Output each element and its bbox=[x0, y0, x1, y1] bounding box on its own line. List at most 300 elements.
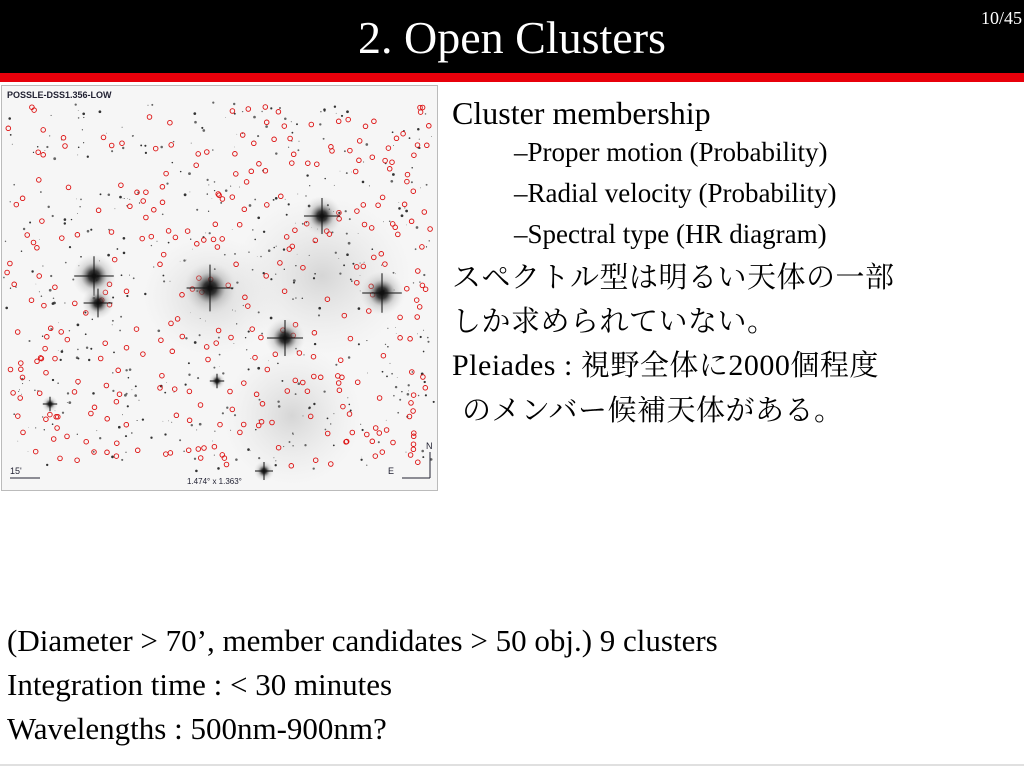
faint-star bbox=[123, 252, 126, 255]
member-candidate-marker bbox=[416, 460, 421, 465]
faint-star bbox=[346, 172, 348, 174]
faint-star bbox=[194, 458, 196, 460]
faint-star bbox=[234, 414, 236, 416]
member-candidate-marker bbox=[5, 270, 10, 275]
member-candidate-marker bbox=[58, 456, 63, 461]
faint-star bbox=[325, 429, 327, 431]
faint-star bbox=[395, 386, 397, 388]
faint-star bbox=[382, 371, 384, 373]
member-candidate-marker bbox=[11, 391, 16, 396]
faint-star bbox=[82, 112, 85, 115]
member-candidate-marker bbox=[37, 178, 42, 183]
member-candidate-marker bbox=[31, 240, 36, 245]
member-candidate-marker bbox=[53, 285, 58, 290]
member-candidate-marker bbox=[37, 274, 42, 279]
faint-star bbox=[50, 275, 52, 277]
member-candidate-marker bbox=[414, 298, 419, 303]
faint-star bbox=[142, 418, 144, 420]
member-candidate-marker bbox=[391, 440, 396, 445]
faint-star bbox=[128, 377, 130, 379]
faint-star bbox=[318, 307, 321, 310]
faint-star bbox=[83, 117, 84, 118]
faint-star bbox=[46, 146, 48, 148]
member-candidate-marker bbox=[206, 357, 211, 362]
faint-star bbox=[277, 363, 279, 365]
member-candidate-marker bbox=[172, 387, 177, 392]
faint-star bbox=[362, 429, 364, 431]
faint-star bbox=[386, 376, 388, 378]
faint-star bbox=[199, 334, 201, 336]
faint-star bbox=[236, 281, 238, 283]
faint-star bbox=[419, 281, 420, 282]
faint-star bbox=[297, 254, 298, 255]
member-candidate-marker bbox=[355, 380, 360, 385]
faint-star bbox=[126, 295, 128, 297]
member-candidate-marker bbox=[196, 447, 201, 452]
faint-star bbox=[408, 384, 410, 386]
faint-star bbox=[309, 407, 311, 409]
faint-star bbox=[112, 320, 114, 322]
member-candidate-marker bbox=[198, 403, 203, 408]
member-candidate-marker bbox=[415, 143, 420, 148]
summary-line-3: Wavelengths : 500nm-900nm? bbox=[7, 711, 387, 746]
member-candidate-marker bbox=[279, 194, 284, 199]
pleiades-prefix: Pleiades : bbox=[452, 349, 581, 382]
faint-star bbox=[270, 278, 272, 280]
member-candidate-marker bbox=[159, 338, 164, 343]
faint-star bbox=[253, 116, 256, 119]
faint-star bbox=[68, 401, 71, 404]
faint-star bbox=[44, 150, 45, 151]
faint-star bbox=[422, 456, 424, 458]
member-candidate-marker bbox=[409, 219, 414, 224]
member-candidate-marker bbox=[141, 352, 146, 357]
member-candidate-marker bbox=[357, 139, 362, 144]
member-candidate-marker bbox=[124, 422, 129, 427]
member-candidate-marker bbox=[272, 137, 277, 142]
member-candidate-marker bbox=[37, 391, 42, 396]
faint-star bbox=[123, 198, 124, 199]
faint-star bbox=[121, 274, 123, 276]
faint-star bbox=[334, 185, 335, 186]
member-candidate-marker bbox=[35, 359, 40, 364]
member-candidate-marker bbox=[411, 447, 416, 452]
member-candidate-marker bbox=[168, 120, 173, 125]
faint-star bbox=[338, 258, 339, 259]
faint-star bbox=[393, 145, 394, 146]
faint-star bbox=[188, 362, 190, 364]
member-candidate-marker bbox=[291, 152, 296, 157]
faint-star bbox=[421, 450, 424, 453]
member-candidate-marker bbox=[393, 225, 398, 230]
faint-star bbox=[281, 380, 283, 382]
faint-star bbox=[371, 248, 373, 250]
faint-star bbox=[212, 149, 214, 151]
faint-star bbox=[179, 439, 181, 441]
faint-star bbox=[125, 435, 127, 437]
faint-star bbox=[99, 110, 102, 113]
faint-star bbox=[284, 269, 285, 270]
compass-n-label: N bbox=[426, 441, 433, 451]
faint-star bbox=[351, 172, 352, 173]
faint-star bbox=[387, 328, 388, 329]
faint-star bbox=[283, 248, 285, 250]
member-candidate-marker bbox=[21, 430, 26, 435]
faint-star bbox=[226, 407, 228, 409]
member-candidate-marker bbox=[380, 450, 385, 455]
faint-star bbox=[352, 263, 354, 265]
member-candidate-marker bbox=[76, 379, 81, 384]
faint-star bbox=[273, 199, 275, 201]
faint-star bbox=[214, 181, 216, 183]
faint-star bbox=[330, 423, 331, 424]
member-candidate-marker bbox=[421, 375, 426, 380]
faint-star bbox=[126, 393, 128, 395]
member-candidate-marker bbox=[109, 143, 114, 148]
faint-star bbox=[10, 288, 11, 289]
member-candidate-marker bbox=[42, 303, 47, 308]
member-candidate-marker bbox=[418, 110, 423, 115]
faint-star bbox=[383, 221, 384, 222]
faint-star bbox=[397, 377, 398, 378]
member-candidate-marker bbox=[416, 269, 421, 274]
faint-star bbox=[133, 277, 135, 279]
image-label-top: POSSLE-DSS1.356-LOW bbox=[7, 90, 112, 100]
faint-star bbox=[53, 297, 55, 299]
faint-star bbox=[270, 317, 273, 320]
faint-star bbox=[77, 154, 78, 155]
faint-star bbox=[92, 319, 93, 320]
member-candidate-marker bbox=[377, 396, 382, 401]
faint-star bbox=[111, 456, 114, 459]
member-candidate-marker bbox=[144, 190, 149, 195]
faint-star bbox=[239, 187, 240, 188]
faint-star bbox=[127, 405, 129, 407]
member-candidate-marker bbox=[386, 146, 391, 151]
faint-star bbox=[111, 150, 113, 152]
faint-star bbox=[54, 303, 55, 304]
faint-star bbox=[121, 459, 123, 461]
member-candidate-marker bbox=[246, 107, 251, 112]
faint-star bbox=[333, 413, 334, 414]
faint-star bbox=[78, 147, 80, 149]
member-candidate-marker bbox=[19, 367, 24, 372]
faint-star bbox=[200, 318, 201, 319]
faint-star bbox=[19, 389, 20, 390]
scale-label: 15' bbox=[10, 466, 22, 476]
faint-star bbox=[107, 254, 110, 257]
faint-star bbox=[324, 110, 326, 112]
faint-star bbox=[44, 429, 45, 430]
faint-star bbox=[69, 246, 71, 248]
faint-star bbox=[31, 270, 33, 272]
faint-star bbox=[261, 111, 262, 112]
faint-star bbox=[62, 350, 63, 351]
member-candidate-marker bbox=[348, 148, 353, 153]
member-candidate-marker bbox=[373, 454, 378, 459]
faint-star bbox=[196, 429, 197, 430]
member-candidate-marker bbox=[205, 150, 210, 155]
faint-star bbox=[90, 348, 92, 350]
faint-star bbox=[285, 199, 286, 200]
faint-star bbox=[180, 171, 181, 172]
faint-star bbox=[366, 340, 367, 341]
faint-star bbox=[191, 143, 192, 144]
faint-star bbox=[295, 393, 297, 395]
member-candidate-marker bbox=[370, 439, 375, 444]
member-candidate-marker bbox=[198, 456, 203, 461]
faint-star bbox=[85, 333, 87, 335]
faint-star bbox=[364, 262, 365, 263]
list-item: –Proper motion (Probability) bbox=[514, 137, 828, 167]
faint-star bbox=[83, 142, 84, 143]
member-candidate-marker bbox=[114, 454, 119, 459]
member-candidate-marker bbox=[376, 203, 381, 208]
faint-star bbox=[64, 302, 65, 303]
member-candidate-marker bbox=[408, 337, 413, 342]
faint-star bbox=[174, 392, 175, 393]
faint-star bbox=[433, 401, 435, 403]
faint-star bbox=[122, 127, 123, 128]
faint-star bbox=[397, 412, 399, 414]
faint-star bbox=[405, 452, 406, 453]
faint-star bbox=[93, 451, 95, 453]
faint-star bbox=[335, 364, 337, 366]
faint-star bbox=[236, 323, 237, 324]
faint-star bbox=[122, 414, 123, 415]
member-candidate-marker bbox=[220, 197, 225, 202]
member-candidate-marker bbox=[405, 179, 410, 184]
faint-star bbox=[120, 316, 122, 318]
faint-star bbox=[429, 240, 430, 241]
faint-star bbox=[113, 351, 115, 353]
member-candidate-marker bbox=[213, 222, 218, 227]
member-candidate-marker bbox=[41, 128, 46, 133]
faint-star bbox=[427, 341, 429, 343]
faint-star bbox=[75, 103, 77, 105]
faint-star bbox=[392, 131, 394, 133]
faint-star bbox=[90, 229, 92, 231]
faint-star bbox=[411, 167, 413, 169]
faint-star bbox=[62, 412, 64, 414]
member-candidate-marker bbox=[230, 195, 235, 200]
faint-star bbox=[273, 457, 274, 458]
faint-star bbox=[163, 280, 165, 282]
faint-star bbox=[395, 273, 396, 274]
faint-star bbox=[131, 432, 133, 434]
member-candidate-marker bbox=[353, 169, 358, 174]
faint-star bbox=[64, 222, 66, 224]
member-candidate-marker bbox=[135, 448, 140, 453]
faint-star bbox=[302, 298, 303, 299]
member-candidate-marker bbox=[401, 131, 406, 136]
faint-star bbox=[230, 430, 231, 431]
member-candidate-marker bbox=[115, 441, 120, 446]
member-candidate-marker bbox=[166, 229, 171, 234]
faint-star bbox=[390, 180, 393, 183]
faint-star bbox=[219, 366, 220, 367]
member-candidate-marker bbox=[224, 462, 229, 467]
member-candidate-marker bbox=[288, 136, 293, 141]
faint-star bbox=[292, 132, 294, 134]
faint-star bbox=[387, 346, 389, 348]
faint-star bbox=[119, 196, 122, 199]
faint-star bbox=[423, 274, 425, 276]
faint-star bbox=[164, 392, 166, 394]
pleiades-line bbox=[452, 343, 1024, 388]
faint-star bbox=[412, 371, 413, 372]
member-candidate-marker bbox=[422, 210, 427, 215]
faint-star bbox=[362, 181, 365, 184]
faint-star bbox=[255, 429, 257, 431]
faint-star bbox=[21, 251, 22, 252]
member-candidate-marker bbox=[8, 367, 13, 372]
member-candidate-marker bbox=[411, 393, 416, 398]
faint-star bbox=[339, 272, 341, 274]
faint-star bbox=[398, 207, 401, 210]
faint-star bbox=[369, 185, 370, 186]
faint-star bbox=[78, 110, 79, 111]
faint-star bbox=[55, 410, 56, 411]
faint-star bbox=[188, 373, 190, 375]
faint-star bbox=[5, 241, 6, 242]
member-candidate-marker bbox=[75, 458, 80, 463]
member-candidate-marker bbox=[41, 153, 46, 158]
faint-star bbox=[277, 400, 279, 402]
member-candidate-marker bbox=[390, 160, 395, 165]
jp-note-line-2: しか求められていない。 bbox=[452, 304, 777, 338]
member-candidate-marker bbox=[387, 167, 392, 172]
faint-star bbox=[186, 260, 187, 261]
faint-star bbox=[393, 395, 395, 397]
faint-star bbox=[292, 445, 294, 447]
star-field-canvas bbox=[2, 86, 437, 490]
member-candidate-marker bbox=[98, 356, 103, 361]
faint-star bbox=[184, 193, 187, 196]
member-candidate-marker bbox=[89, 411, 94, 416]
member-candidate-marker bbox=[128, 204, 133, 209]
member-candidate-marker bbox=[234, 172, 239, 177]
star-field-image bbox=[1, 85, 438, 491]
faint-star bbox=[409, 137, 411, 139]
faint-star bbox=[132, 135, 134, 137]
member-candidate-marker bbox=[408, 453, 413, 458]
member-candidate-marker bbox=[202, 446, 207, 451]
faint-star bbox=[80, 256, 82, 258]
faint-star bbox=[349, 404, 351, 406]
member-candidate-marker bbox=[103, 341, 108, 346]
faint-star bbox=[345, 210, 347, 212]
member-candidate-marker bbox=[160, 373, 165, 378]
member-candidate-marker bbox=[168, 451, 173, 456]
faint-star bbox=[365, 143, 368, 146]
member-candidate-marker bbox=[101, 135, 106, 140]
faint-star bbox=[319, 123, 321, 125]
member-candidate-marker bbox=[363, 124, 368, 129]
faint-star bbox=[208, 211, 209, 212]
faint-star bbox=[46, 464, 48, 466]
faint-star bbox=[166, 382, 167, 383]
faint-star bbox=[360, 459, 362, 461]
member-candidate-marker bbox=[72, 390, 77, 395]
faint-star bbox=[51, 115, 52, 116]
faint-star bbox=[360, 424, 361, 425]
member-candidate-marker bbox=[336, 119, 341, 124]
member-candidate-marker bbox=[105, 417, 110, 422]
list-item: –Radial velocity (Probability) bbox=[514, 178, 837, 208]
faint-star bbox=[408, 391, 409, 392]
faint-star bbox=[22, 383, 23, 384]
member-candidate-marker bbox=[73, 301, 78, 306]
faint-star bbox=[224, 254, 226, 256]
member-candidate-marker bbox=[381, 353, 386, 358]
faint-star bbox=[275, 274, 276, 275]
faint-star bbox=[335, 252, 337, 254]
faint-star bbox=[201, 127, 203, 129]
faint-star bbox=[52, 423, 54, 425]
faint-star bbox=[71, 219, 72, 220]
faint-star bbox=[417, 334, 418, 335]
jp-note-line-1: スペクトル型は明るい天体の一部 bbox=[452, 260, 895, 294]
member-candidate-marker bbox=[244, 180, 249, 185]
faint-star bbox=[191, 424, 193, 426]
faint-star bbox=[232, 229, 233, 230]
faint-star bbox=[411, 181, 413, 183]
faint-star bbox=[358, 307, 361, 310]
faint-star bbox=[250, 450, 251, 451]
member-candidate-marker bbox=[252, 141, 257, 146]
faint-star bbox=[153, 266, 154, 267]
member-candidate-marker bbox=[380, 195, 385, 200]
faint-star bbox=[125, 369, 127, 371]
member-candidate-marker bbox=[264, 120, 269, 125]
faint-star bbox=[252, 269, 254, 271]
member-candidate-marker bbox=[420, 245, 425, 250]
faint-star bbox=[346, 110, 349, 113]
faint-star bbox=[47, 206, 49, 208]
faint-star bbox=[5, 307, 8, 310]
faint-star bbox=[283, 446, 284, 447]
faint-star bbox=[346, 253, 349, 256]
faint-star bbox=[426, 184, 428, 186]
faint-star bbox=[17, 441, 18, 442]
faint-star bbox=[336, 113, 337, 114]
faint-star bbox=[212, 441, 213, 442]
faint-star bbox=[144, 293, 146, 295]
faint-star bbox=[268, 249, 271, 252]
member-candidate-marker bbox=[306, 161, 311, 166]
faint-star bbox=[261, 333, 263, 335]
faint-star bbox=[160, 146, 163, 149]
member-candidate-marker bbox=[423, 386, 428, 391]
member-candidate-marker bbox=[65, 337, 70, 342]
faint-star bbox=[242, 111, 243, 112]
member-candidate-marker bbox=[194, 163, 199, 168]
faint-star bbox=[406, 225, 407, 226]
faint-star bbox=[140, 144, 142, 146]
faint-star bbox=[303, 415, 304, 416]
faint-star bbox=[222, 372, 224, 374]
faint-star bbox=[124, 198, 125, 199]
member-candidate-marker bbox=[35, 246, 40, 251]
faint-star bbox=[361, 457, 362, 458]
faint-star bbox=[157, 329, 160, 332]
faint-star bbox=[297, 194, 298, 195]
member-candidate-marker bbox=[66, 185, 71, 190]
faint-star bbox=[119, 330, 121, 332]
faint-star bbox=[347, 397, 348, 398]
faint-star bbox=[58, 322, 59, 323]
